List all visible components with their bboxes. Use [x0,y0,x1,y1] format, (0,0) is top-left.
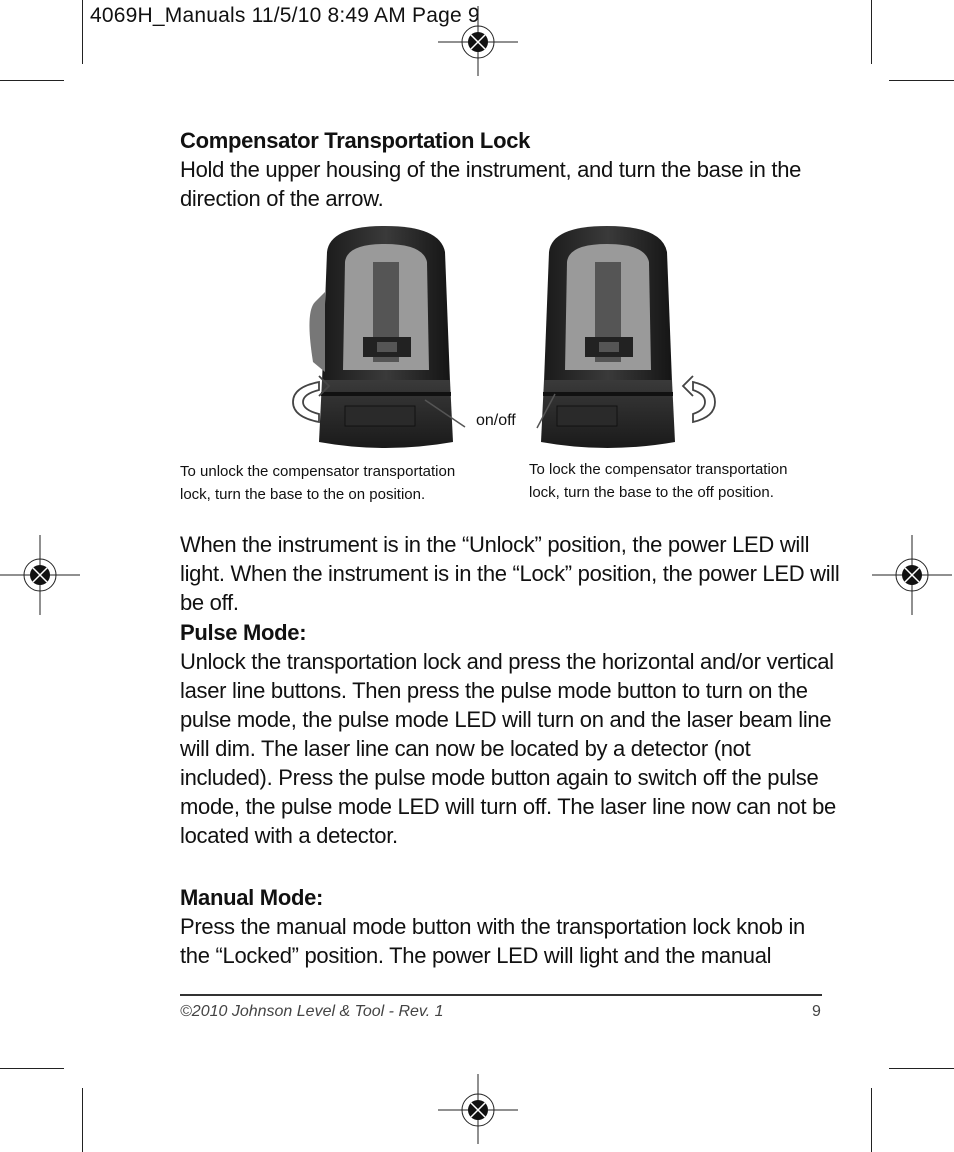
crop-mark [889,80,954,81]
footer-rule [180,994,822,996]
section-heading: Compensator Transportation Lock [180,128,531,153]
crop-mark [0,1068,64,1069]
crop-mark [871,1088,872,1152]
section-body: Press the manual mode button with the transportation lock knob in the “Locked” position. The power LED will light and the manual [180,914,805,968]
printer-slug: 4069H_Manuals 11/5/10 8:49 AM Page 9 [90,4,480,27]
rotate-right-arrow-icon [683,376,715,422]
section-pulse-mode [180,618,840,850]
section-compensator-lock [180,126,840,213]
device-locked [537,226,675,448]
led-paragraph [180,530,840,617]
caption-unlock: To unlock the compensator transportation lock, turn the base to the on position. [180,463,456,503]
crop-mark [871,0,872,64]
registration-mark-icon [872,535,952,615]
device-unlocked [309,226,465,448]
registration-mark-icon [438,1074,518,1144]
section-body: Unlock the transportation lock and press the horizontal and/or vertical laser line buttons. Then press the pulse mode button to turn on the pulse mode, the pulse mode LED will turn on and the laser beam line will dim. The laser line can now be located by a detector (not included). Press the pulse mode button again to switch off the pulse mode, the pulse mode LED will turn off. The laser line now can not be located with a detector. [180,649,836,848]
registration-mark-icon [438,6,518,76]
led-text: When the instrument is in the “Unlock” position, the power LED will light. When the instrument is in the “Lock” position, the power LED will be off. [180,532,840,615]
section-manual-mode [180,883,840,970]
crop-mark [0,80,64,81]
crop-mark [889,1068,954,1069]
caption-lock: To lock the compensator transportation lock, turn the base to the off position. [529,461,788,501]
page-number: 9 [812,1003,821,1020]
section-body: Hold the upper housing of the instrument, and turn the base in the direction of the arrow. [180,157,802,211]
on-off-label: on/off [476,412,516,429]
section-heading: Manual Mode: [180,885,324,910]
crop-mark [82,1088,83,1152]
footer-copyright: ©2010 Johnson Level & Tool - Rev. 1 [180,1003,444,1020]
registration-mark-icon [0,535,80,615]
section-heading: Pulse Mode: [180,620,307,645]
crop-mark [82,0,83,64]
